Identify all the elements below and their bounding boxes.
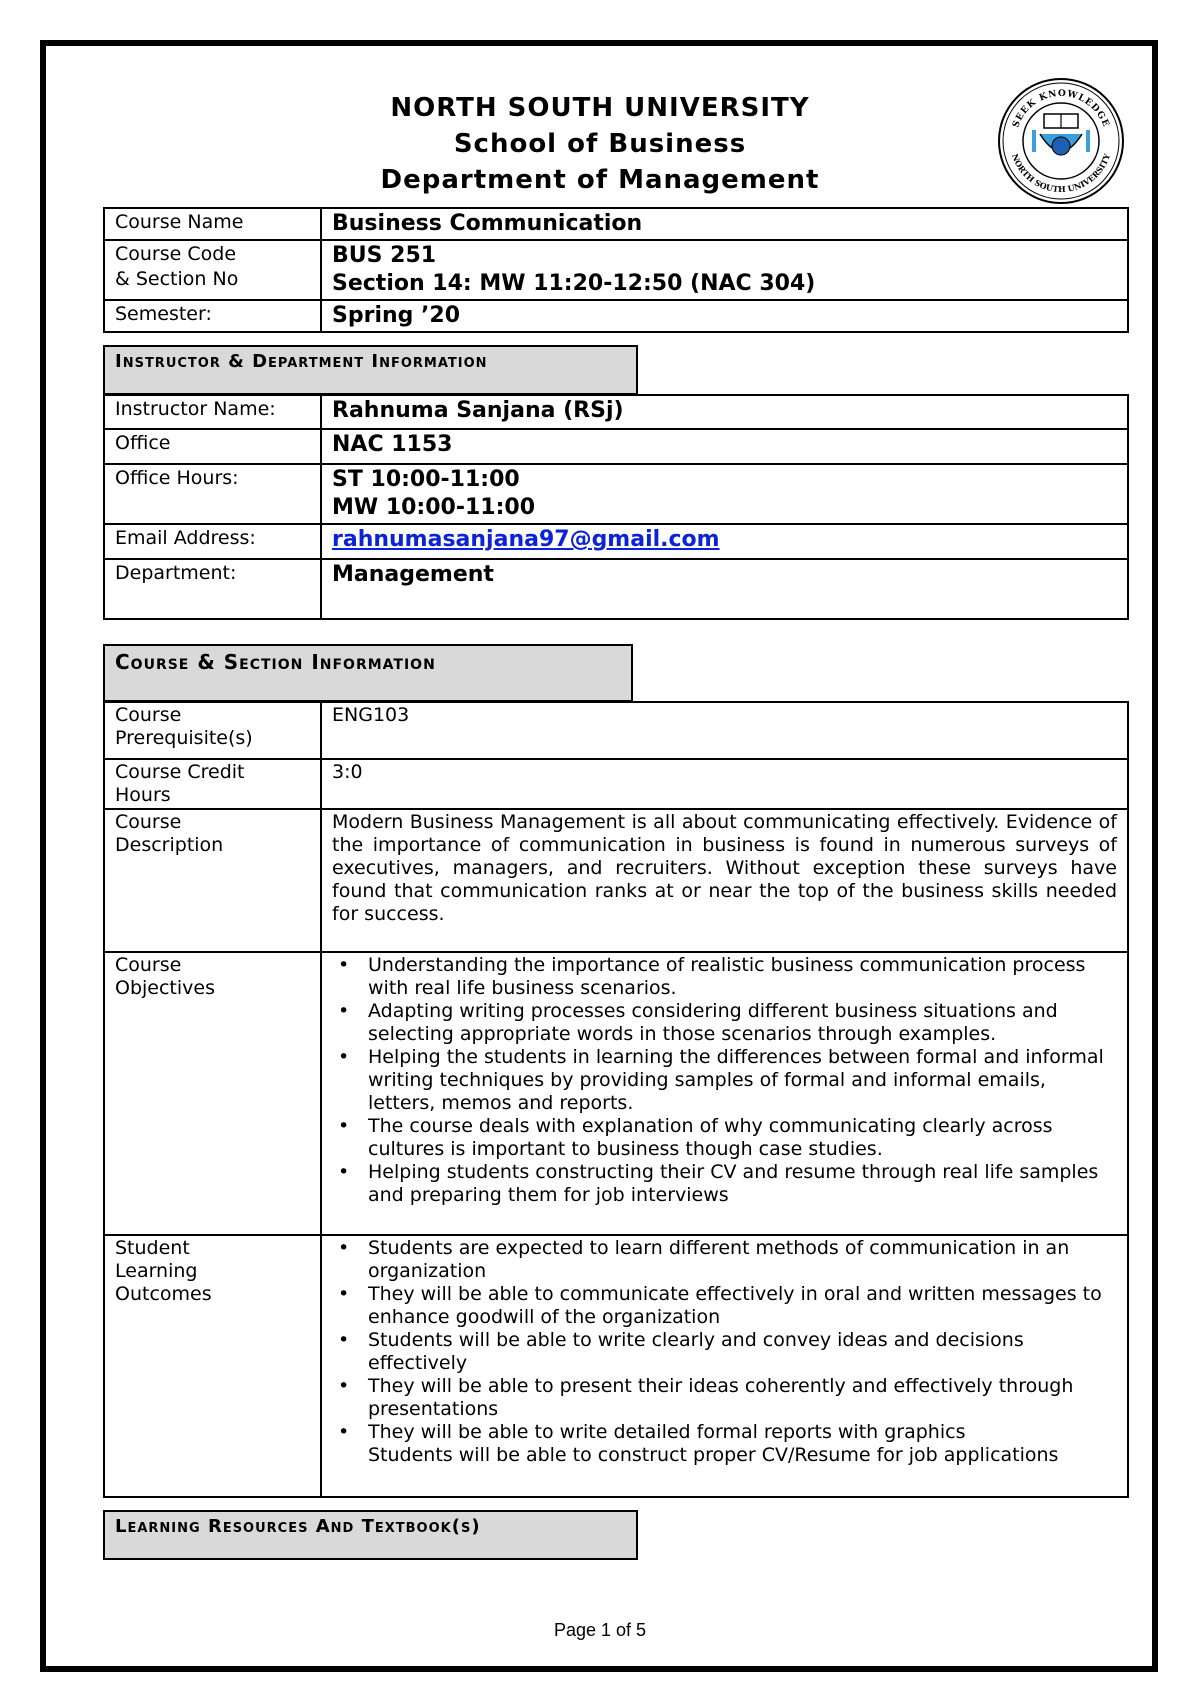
objective-text: Helping the students in learning the differences between formal and informal writing techniques by providing samples of formal and informal emails, letters, memos and reports. [368, 1046, 1104, 1114]
office-hours-value [321, 464, 1128, 524]
outcomes-label [104, 1235, 321, 1497]
university-name: NORTH SOUTH UNIVERSITY [390, 93, 810, 123]
objective-text: Helping students constructing their CV and resume through real life samples and preparing them for job interviews [368, 1161, 1099, 1206]
instructor-section-title: Instructor & Department Information [115, 351, 488, 372]
bullet-icon: • [338, 1329, 350, 1351]
bullet-icon: • [338, 1000, 350, 1022]
prereq-label-line1: Course [115, 704, 182, 726]
bullet-icon: • [338, 1046, 350, 1068]
prereq-value: ENG103 [321, 702, 1128, 759]
objectives-label-line1: Course [115, 954, 182, 976]
bullet-icon: • [338, 1421, 350, 1443]
department-label: Department: [104, 559, 321, 619]
description-label-line1: Course [115, 811, 182, 833]
instructor-name-label: Instructor Name: [104, 395, 321, 429]
email-label: Email Address: [104, 524, 321, 559]
objectives-list [332, 954, 1117, 1207]
page-footer [0, 1620, 1200, 1641]
department-value: Management [321, 559, 1128, 619]
university-seal-icon [996, 76, 1126, 206]
course-code-label-line1: Course Code [115, 243, 237, 265]
prereq-label-line2: Prerequisite(s) [115, 727, 253, 749]
course-name-label: Course Name [104, 208, 321, 240]
credit-label [104, 759, 321, 809]
course-section-title: Course & Section Information [115, 650, 436, 674]
credit-label-line1: Course Credit [115, 761, 245, 783]
outcomes-label-line2: Learning [115, 1260, 198, 1282]
objective-item [332, 1161, 1117, 1207]
objective-text: The course deals with explanation of why communicating clearly across cultures is important to business though case studies. [368, 1115, 1053, 1160]
instructor-table [103, 394, 1129, 620]
course-section-heading [103, 644, 633, 702]
resources-section-heading [103, 1510, 638, 1560]
outcome-text: They will be able to communicate effectively in oral and written messages to enhance goodwill of the organization [368, 1283, 1102, 1328]
objective-item [332, 1046, 1117, 1115]
outcome-item [332, 1283, 1117, 1329]
objective-item [332, 954, 1117, 1000]
description-value: Modern Business Management is all about communicating effectively. Evidence of the importance of communication in business is found in numerous surveys of executives, managers, and recruiters. Without exception these surveys have found that communication ranks at or near the top of the business skills needed for success. [321, 809, 1128, 952]
objectives-label-line2: Objectives [115, 977, 215, 999]
outcome-text: Students are expected to learn different methods of communication in an organization [368, 1237, 1070, 1282]
outcome-text: Students will be able to construct proper CV/Resume for job applications [368, 1444, 1059, 1466]
course-section-table [103, 701, 1129, 1498]
objectives-label [104, 952, 321, 1235]
outcome-text: They will be able to present their ideas coherently and effectively through presentations [368, 1375, 1074, 1420]
credit-label-line2: Hours [115, 784, 171, 806]
description-label-line2: Description [115, 834, 224, 856]
semester-label: Semester: [104, 300, 321, 332]
email-link[interactable]: rahnumasanjana97@gmail.com [332, 527, 720, 552]
school-name: School of Business [453, 129, 747, 159]
outcomes-value [321, 1235, 1128, 1497]
prereq-label [104, 702, 321, 759]
course-code: BUS 251 [332, 243, 437, 268]
course-code-label [104, 240, 321, 300]
outcome-item [332, 1375, 1117, 1421]
section-info: Section 14: MW 11:20-12:50 (NAC 304) [332, 271, 816, 296]
resources-section-title: Learning Resources And Textbook(s) [115, 1516, 481, 1537]
objective-item [332, 1000, 1117, 1046]
office-hours-line1: ST 10:00-11:00 [332, 467, 520, 492]
objectives-value [321, 952, 1128, 1235]
credit-value: 3:0 [321, 759, 1128, 809]
department-name: Department of Management [380, 165, 820, 195]
seal-bottom-text: NORTH SOUTH UNIVERSITY [1009, 152, 1112, 195]
outcomes-list [332, 1237, 1117, 1467]
bullet-icon: • [338, 1283, 350, 1305]
page-number: Page 1 of 5 [553, 1620, 647, 1640]
course-info-table [103, 207, 1129, 333]
objective-item [332, 1115, 1117, 1161]
outcome-item [332, 1237, 1117, 1283]
office-hours-label: Office Hours: [104, 464, 321, 524]
bullet-icon: • [338, 954, 350, 976]
outcome-item-continued [332, 1444, 1117, 1467]
outcome-item [332, 1421, 1117, 1444]
outcome-item [332, 1329, 1117, 1375]
office-hours-line2: MW 10:00-11:00 [332, 495, 536, 520]
course-name-value: Business Communication [321, 208, 1128, 240]
description-label [104, 809, 321, 952]
seal-top-text: SEEK KNOWLEDGE [1011, 88, 1111, 130]
course-code-label-line2: & Section No [115, 268, 239, 290]
outcomes-label-line3: Outcomes [115, 1283, 212, 1305]
office-label: Office [104, 429, 321, 464]
office-value: NAC 1153 [321, 429, 1128, 464]
bullet-icon: • [338, 1375, 350, 1397]
bullet-icon: • [338, 1115, 350, 1137]
instructor-section-heading [103, 345, 638, 395]
outcomes-label-line1: Student [115, 1237, 190, 1259]
instructor-name-value: Rahnuma Sanjana (RSj) [321, 395, 1128, 429]
email-cell [321, 524, 1128, 559]
outcome-text: They will be able to write detailed formal reports with graphics [368, 1421, 966, 1443]
course-code-value [321, 240, 1128, 300]
objective-text: Understanding the importance of realistic business communication process with real life business scenarios. [368, 954, 1086, 999]
semester-value: Spring ’20 [321, 300, 1128, 332]
outcome-text: Students will be able to write clearly and convey ideas and decisions effectively [368, 1329, 1024, 1374]
bullet-icon: • [338, 1237, 350, 1259]
bullet-icon: • [338, 1161, 350, 1183]
objective-text: Adapting writing processes considering different business situations and selecting appropriate words in those scenarios through examples. [368, 1000, 1058, 1045]
